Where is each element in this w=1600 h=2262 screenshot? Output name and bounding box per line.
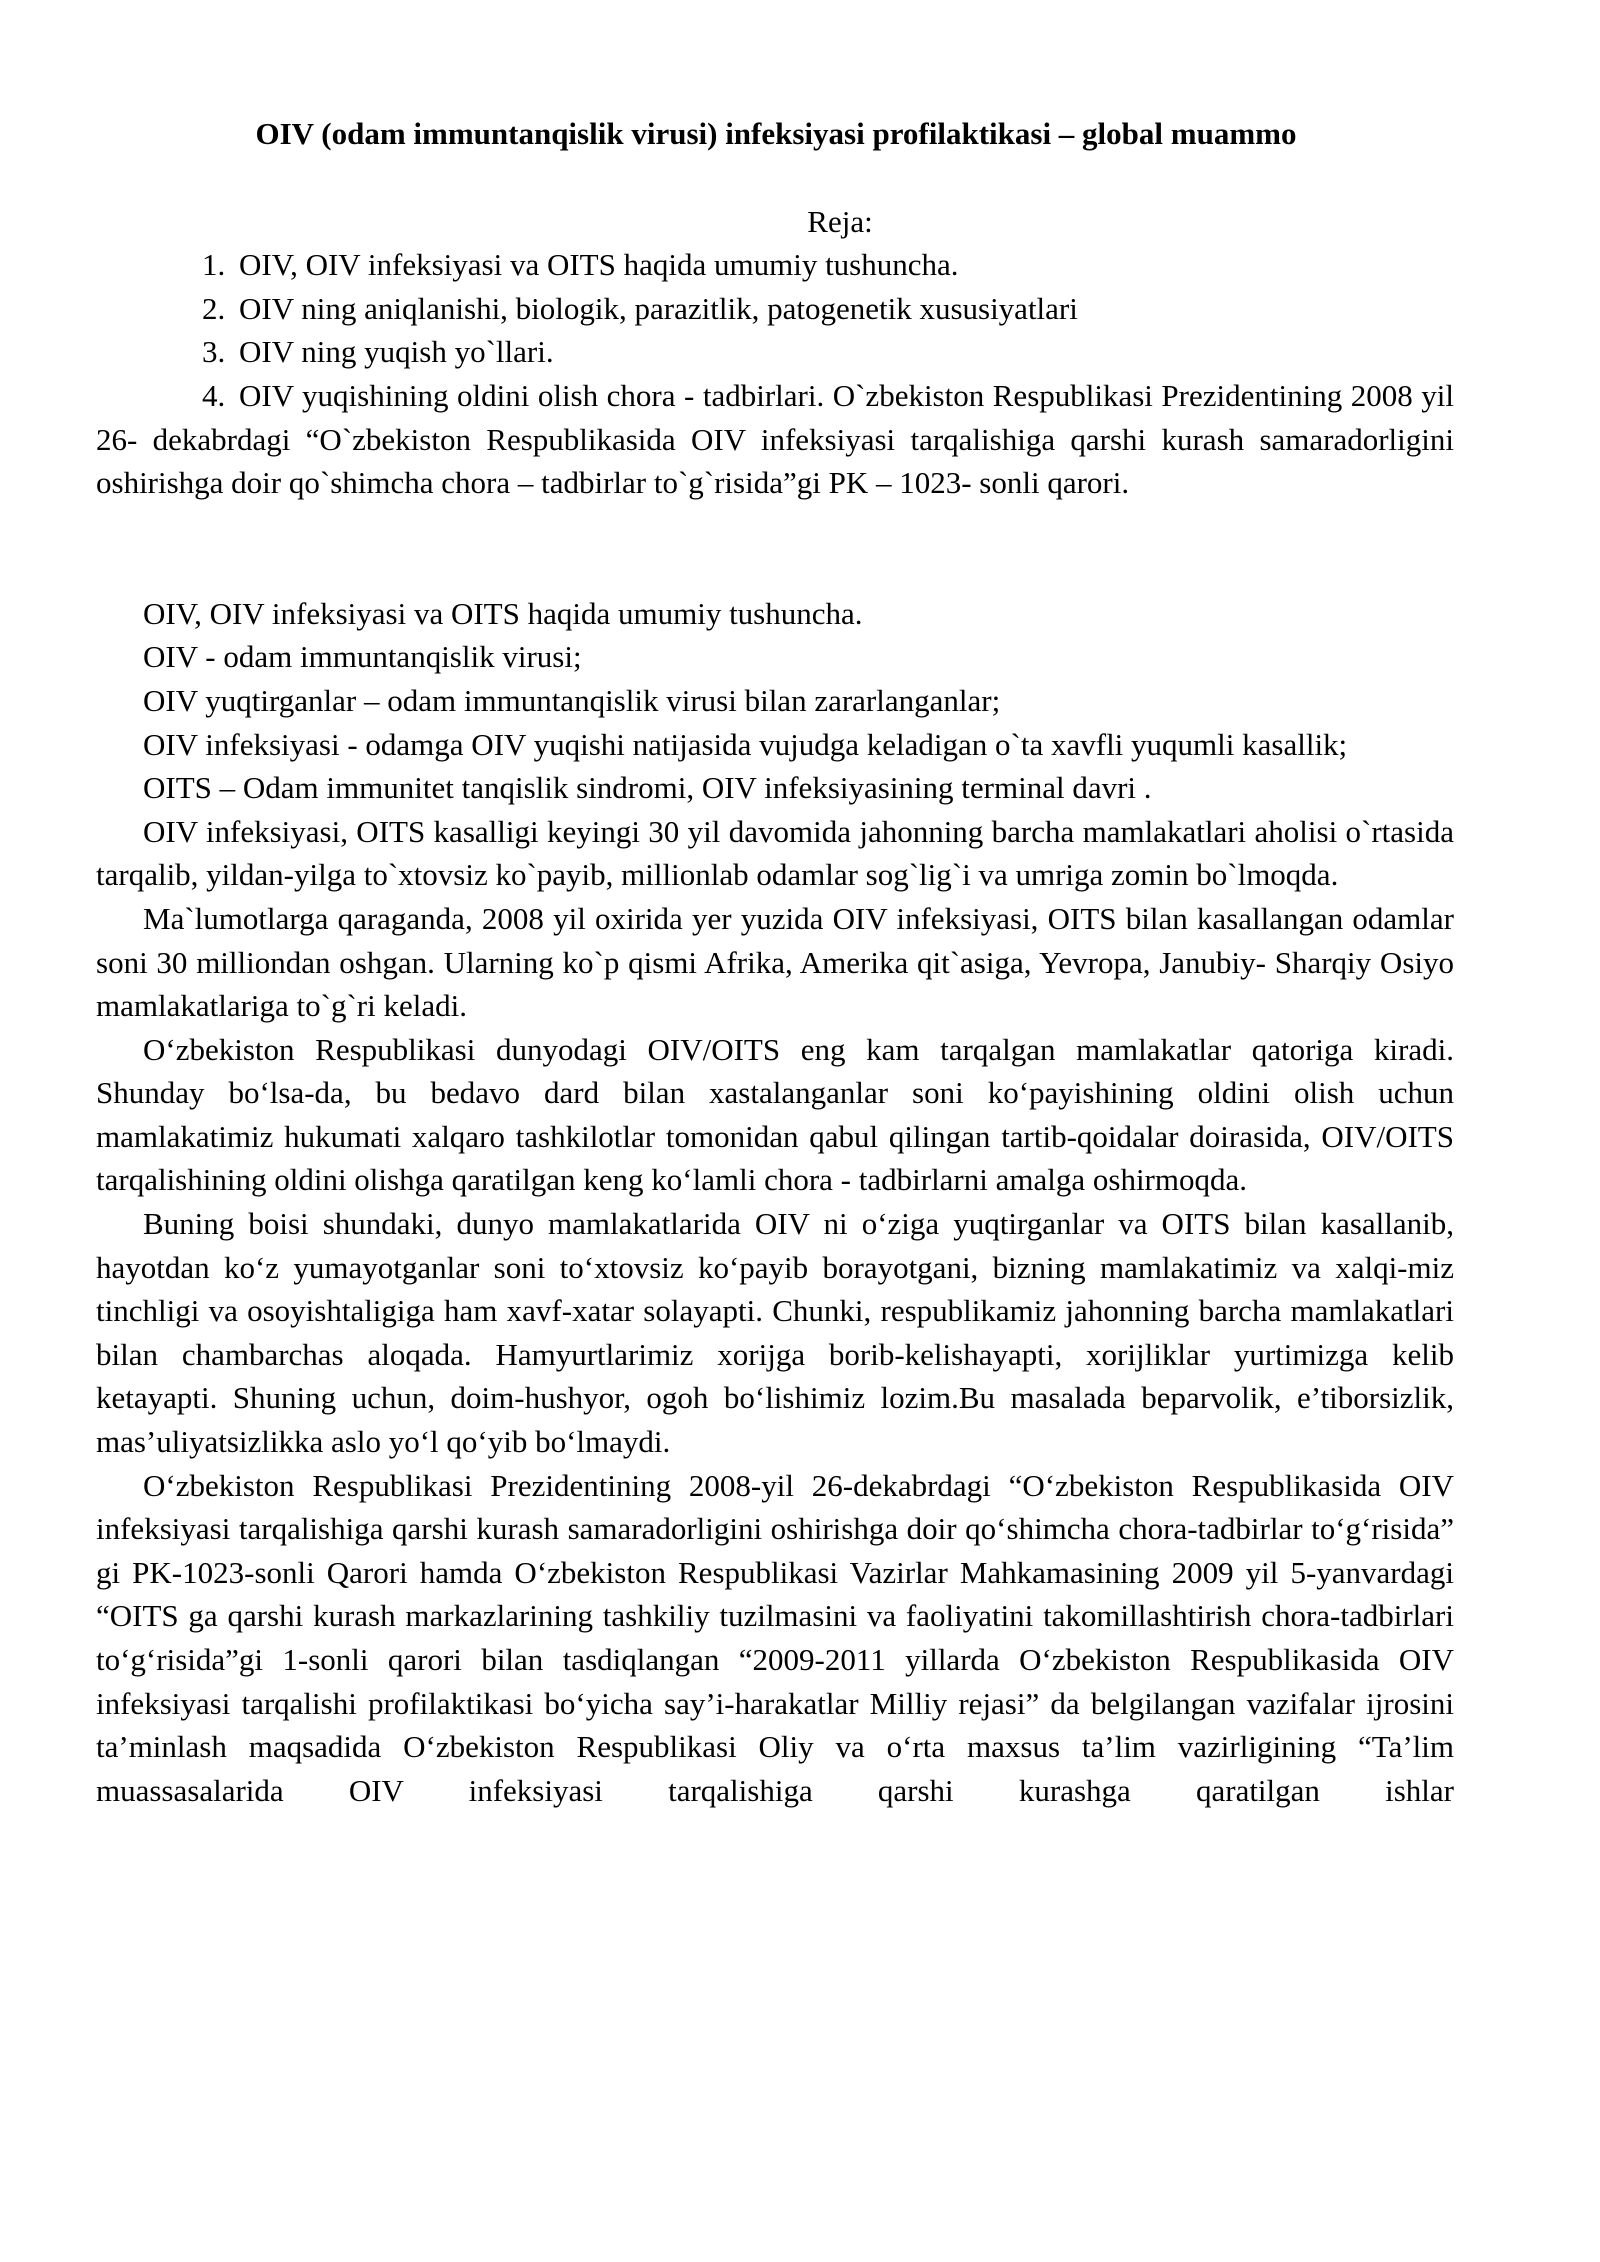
document-body	[96, 112, 1454, 1812]
plan-item-text: OIV yuqishining oldini olish chora - tadbirlari. O`zbekiston Respublikasi Prezidentining 2008 yil 26- dekabrdagi “O`zbekiston Respublikasida OIV infeksiyasi tarqalishiga qarshi kurash samaradorligini oshirishga doir qo`shimcha chora – tadbirlar to`g`risida”gi PK – 1023- sonli qarori.	[96, 377, 1454, 501]
plan-item	[96, 374, 1454, 505]
plan-item-text: OIV ning yuqish yo`llari.	[239, 334, 554, 370]
body-paragraph: Buning boisi shundaki, dunyo mamlakatlarida OIV ni o‘ziga yuqtirganlar va OITS bilan kasallanib, hayotdan ko‘z yumayotganlar soni to‘xtovsiz ko‘payib borayotgani, bizning mamlakatimiz va xalqi-miz tinchligi va osoyishtaligiga ham xavf-xatar solayapti. Chunki, respublikamiz jahonning barcha mamlakatlari bilan chambarchas aloqada. Hamyurtlarimiz xorijga borib-kelishayapti, xorijliklar yurtimizga kelib ketayapti. Shuning uchun, doim-hushyor, ogoh bo‘lishimiz lozim.Bu masalada beparvolik, e’tiborsizlik, mas’uliyatsizlikka aslo yo‘l qo‘yib bo‘lmaydi.	[96, 1206, 1454, 1460]
plan-heading: Reja:	[807, 203, 873, 239]
plan-item	[96, 243, 1454, 287]
body-paragraph: O‘zbekiston Respublikasi Prezidentining 2008-yil 26-dekabrdagi “O‘zbekiston Respublikasida OIV infeksiyasi tarqalishiga qarshi kurash samaradorligini oshirishga doir qo‘shimcha chora-tadbirlar to‘g‘risida” gi PK-1023-sonli Qarori hamda O‘zbekiston Respublikasi Vazirlar Mahkamasining 2009 yil 5-yanvardagi “OITS ga qarshi kurash markazlarining tashkiliy tuzilmasini va faoliyatini takomillashtirish chora-tadbirlari to‘g‘risida”gi 1-sonli qarori bilan tasdiqlangan “2009-2011 yillarda O‘zbekiston Respublikasida OIV infeksiyasi tarqalishi profilaktikasi bo‘yicha say’i-harakatlar Milliy rejasi” da belgilangan vazifalar ijrosini ta’minlash maqsadida O‘zbekiston Respublikasi Oliy va o‘rta maxsus ta’lim vazirligining “Ta’lim muassasalarida OIV infeksiyasi tarqalishiga qarshi kurashga qaratilgan ishlar	[96, 1467, 1454, 1808]
body-paragraph: OIV infeksiyasi - odamga OIV yuqishi natijasida vujudga keladigan o`ta xavfli yuqumli kasallik;	[143, 726, 1348, 762]
document-title: OIV (odam immuntanqislik virusi) infeksiyasi profilaktikasi – global muammo	[255, 116, 1297, 151]
plan-item	[96, 330, 1454, 374]
body-paragraph: OIV yuqtirganlar – odam immuntanqislik virusi bilan zararlanganlar;	[143, 682, 1001, 718]
body-paragraph: O‘zbekiston Respublikasi dunyodagi OIV/OITS eng kam tarqalgan mamlakatlar qatoriga kiradi. Shunday bo‘lsa-da, bu bedavo dard bilan xastalanganlar soni ko‘payishining oldini olish uchun mamlakatimiz hukumati xalqaro tashkilotlar tomonidan qabul qilingan tartib-qoidalar doirasida, OIV/OITS tarqalishining oldini olishga qaratilgan keng ko‘lamli chora - tadbirlarni amalga oshirmoqda.	[96, 1031, 1454, 1198]
plan-item-number: 2.	[202, 290, 226, 326]
plan-item-text: OIV ning aniqlanishi, biologik, parazitlik, patogenetik xususiyatlari	[239, 290, 1078, 326]
plan-item-text: OIV, OIV infeksiyasi va OITS haqida umumiy tushuncha.	[239, 247, 959, 283]
plan-item-number: 1.	[202, 247, 226, 283]
body-paragraph: Ma`lumotlarga qaraganda, 2008 yil oxirida yer yuzida OIV infeksiyasi, OITS bilan kasallangan odamlar soni 30 milliondan oshgan. Ularning ko`p qismi Afrika, Amerika qit`asiga, Yevropa, Janubiy- Sharqiy Osiyo mamlakatlariga to`g`ri keladi.	[96, 900, 1454, 1024]
body-paragraph: OIV - odam immuntanqislik virusi;	[143, 639, 582, 675]
section-spacer	[96, 505, 1454, 592]
plan-item-number: 3.	[202, 334, 226, 370]
plan-item	[96, 287, 1454, 331]
body-paragraph: OIV, OIV infeksiyasi va OITS haqida umumiy tushuncha.	[143, 595, 863, 631]
body-paragraph: OITS – Odam immunitet tanqislik sindromi, OIV infeksiyasining terminal davri .	[143, 770, 1152, 806]
plan-list	[96, 243, 1454, 505]
plan-item-number: 4.	[202, 377, 226, 413]
body-paragraph: OIV infeksiyasi, OITS kasalligi keyingi 30 yil davomida jahonning barcha mamlakatlari aholisi o`rtasida tarqalib, yildan-yilga to`xtovsiz ko`payib, millionlab odamlar sog`lig`i va umriga zomin bo`lmoqda.	[96, 813, 1454, 893]
